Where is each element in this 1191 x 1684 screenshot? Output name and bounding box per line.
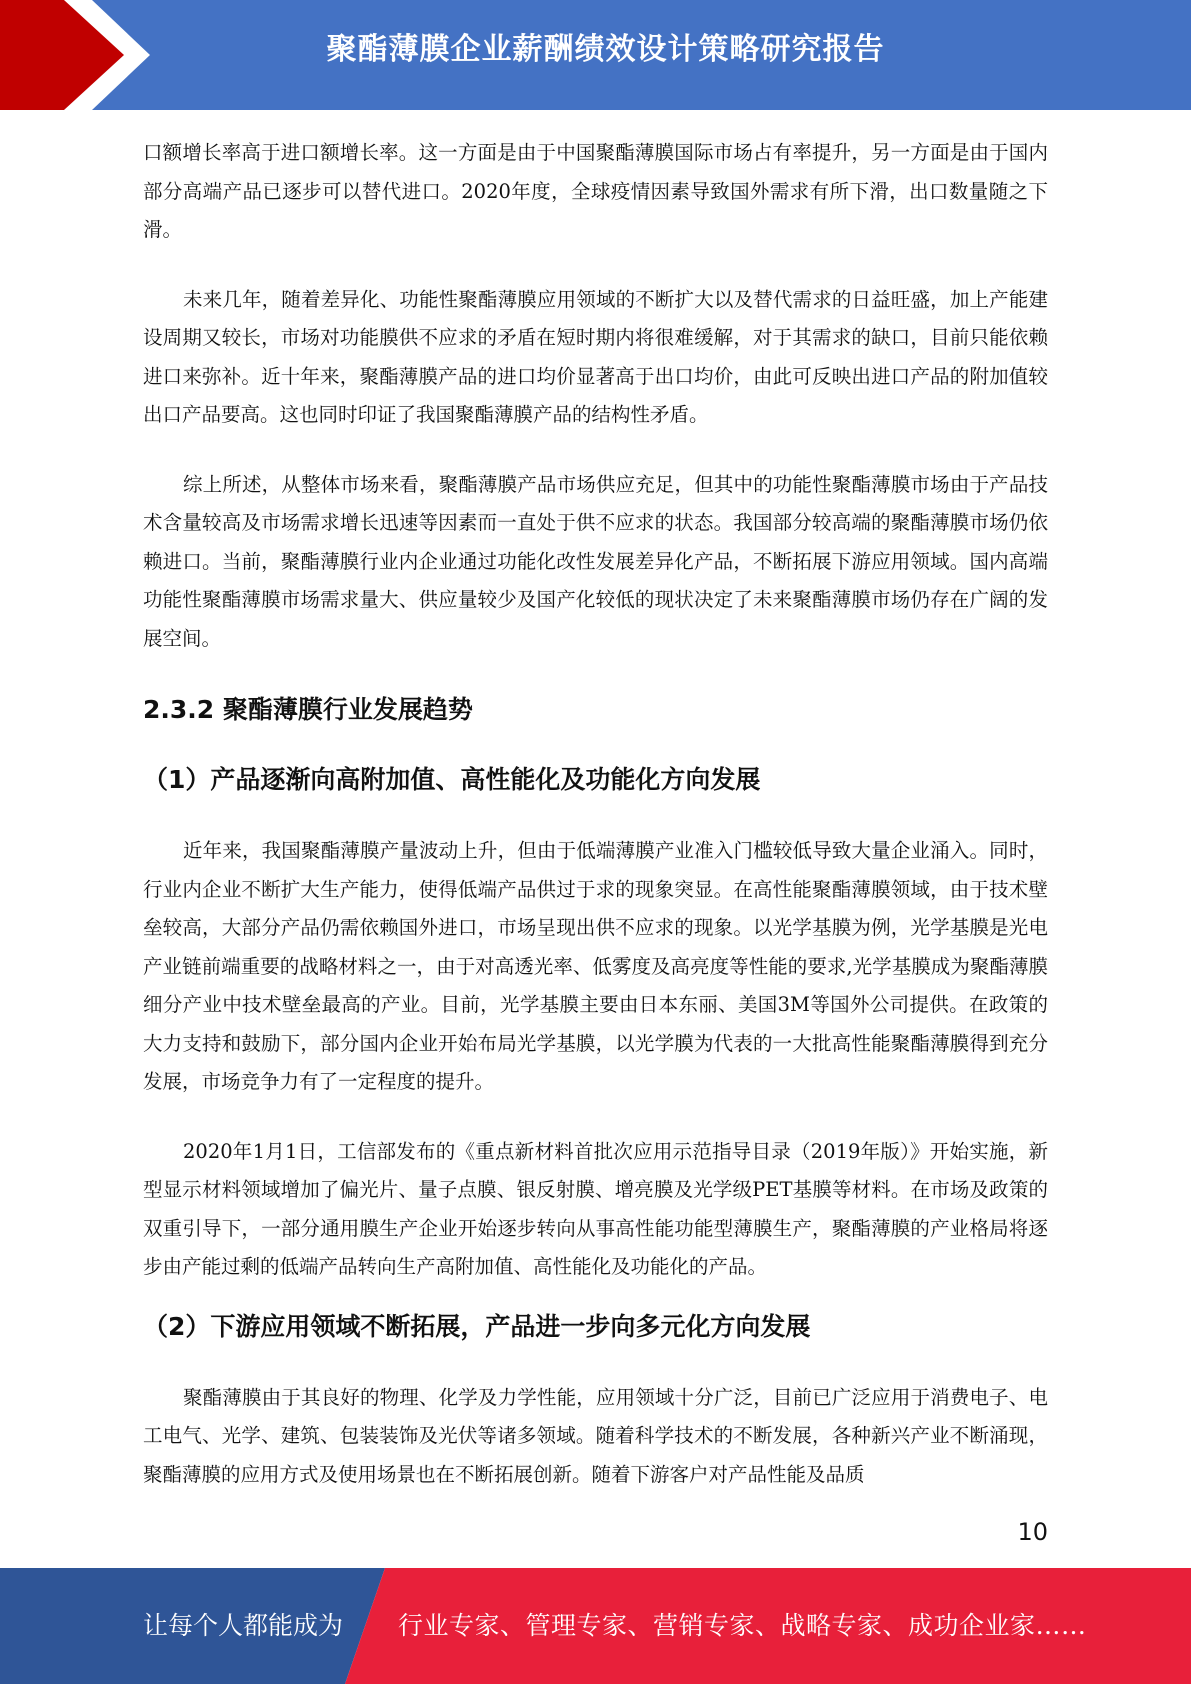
paragraph-high-performance: 近年来，我国聚酯薄膜产量波动上升，但由于低端薄膜产业准入门槛较低导致大量企业涌入。同时，行业内企业不断扩大生产能力，使得低端产品供过于求的现象突显。在高性能聚酯薄膜领域，由于技术壁垒较高，大部分产品仍需依赖国外进口，市场呈现出供不应求的现象。以光学基膜为例，光学基膜是光电产业链前端重要的战略材料之一，由于对高透光率、低雾度及高亮度等性能的要求,光学基膜成为聚酯薄膜细分产业中技术壁垒最高的产业。目前，光学基膜主要由日本东丽、美国3M等国外公司提供。在政策的大力支持和鼓励下，部分国内企业开始布局光学基膜，以光学膜为代表的一大批高性能聚酯薄膜得到充分发展，市场竞争力有了一定程度的提升。 bbox=[143, 839, 1048, 1093]
paragraph-export-growth: 口额增长率高于进口额增长率。这一方面是由于中国聚酯薄膜国际市场占有率提升，另一方面是由于国内部分高端产品已逐步可以替代进口。2020年度，全球疫情因素导致国外需求有所下滑，出口数量随之下滑。 bbox=[143, 141, 1048, 241]
subsection-heading-1: （1）产品逐渐向高附加值、高性能化及功能化方向发展 bbox=[143, 765, 761, 794]
document-body bbox=[143, 134, 1048, 1494]
footer-slogan-right: 行业专家、管理专家、营销专家、战略专家、成功企业家…… bbox=[398, 1611, 1087, 1640]
section-heading: 2.3.2 聚酯薄膜行业发展趋势 bbox=[143, 695, 473, 724]
report-title: 聚酯薄膜企业薪酬绩效设计策略研究报告 bbox=[326, 32, 885, 67]
page-number: 10 bbox=[1017, 1518, 1048, 1546]
subsection-heading-2: （2）下游应用领域不断拓展，产品进一步向多元化方向发展 bbox=[143, 1311, 811, 1341]
page-footer bbox=[0, 1568, 1191, 1684]
paragraph-downstream: 聚酯薄膜由于其良好的物理、化学及力学性能，应用领域十分广泛，目前已广泛应用于消费电子、电工电气、光学、建筑、包装装饰及光伏等诸多领域。随着科学技术的不断发展，各种新兴产业不断涌现，聚酯薄膜的应用方式及使用场景也在不断拓展创新。随着下游客户对产品性能及品质 bbox=[143, 1385, 1048, 1486]
page-header bbox=[0, 0, 1191, 110]
paragraph-future-outlook: 未来几年，随着差异化、功能性聚酯薄膜应用领域的不断扩大以及替代需求的日益旺盛，加上产能建设周期又较长，市场对功能膜供不应求的矛盾在短时期内将很难缓解，对于其需求的缺口，目前只能依赖进口来弥补。近十年来，聚酯薄膜产品的进口均价显著高于出口均价，由此可反映出进口产品的附加值较出口产品要高。这也同时印证了我国聚酯薄膜产品的结构性矛盾。 bbox=[143, 287, 1048, 426]
paragraph-summary: 综上所述，从整体市场来看，聚酯薄膜产品市场供应充足，但其中的功能性聚酯薄膜市场由于产品技术含量较高及市场需求增长迅速等因素而一直处于供不应求的状态。我国部分较高端的聚酯薄膜市场仍依赖进口。当前，聚酯薄膜行业内企业通过功能化改性发展差异化产品，不断拓展下游应用领域。国内高端功能性聚酯薄膜市场需求量大、供应量较少及国产化较低的现状决定了未来聚酯薄膜市场仍存在广阔的发展空间。 bbox=[143, 472, 1048, 650]
paragraph-policy: 2020年1月1日，工信部发布的《重点新材料首批次应用示范指导目录（2019年版）》开始实施，新型显示材料领域增加了偏光片、量子点膜、银反射膜、增亮膜及光学级PET基膜等材料。在市场及政策的双重引导下，一部分通用膜生产企业开始逐步转向从事高性能功能型薄膜生产，聚酯薄膜的产业格局将逐步由产能过剩的低端产品转向生产高附加值、高性能化及功能化的产品。 bbox=[143, 1139, 1048, 1278]
footer-slogan-left: 让每个人都能成为 bbox=[143, 1611, 344, 1640]
